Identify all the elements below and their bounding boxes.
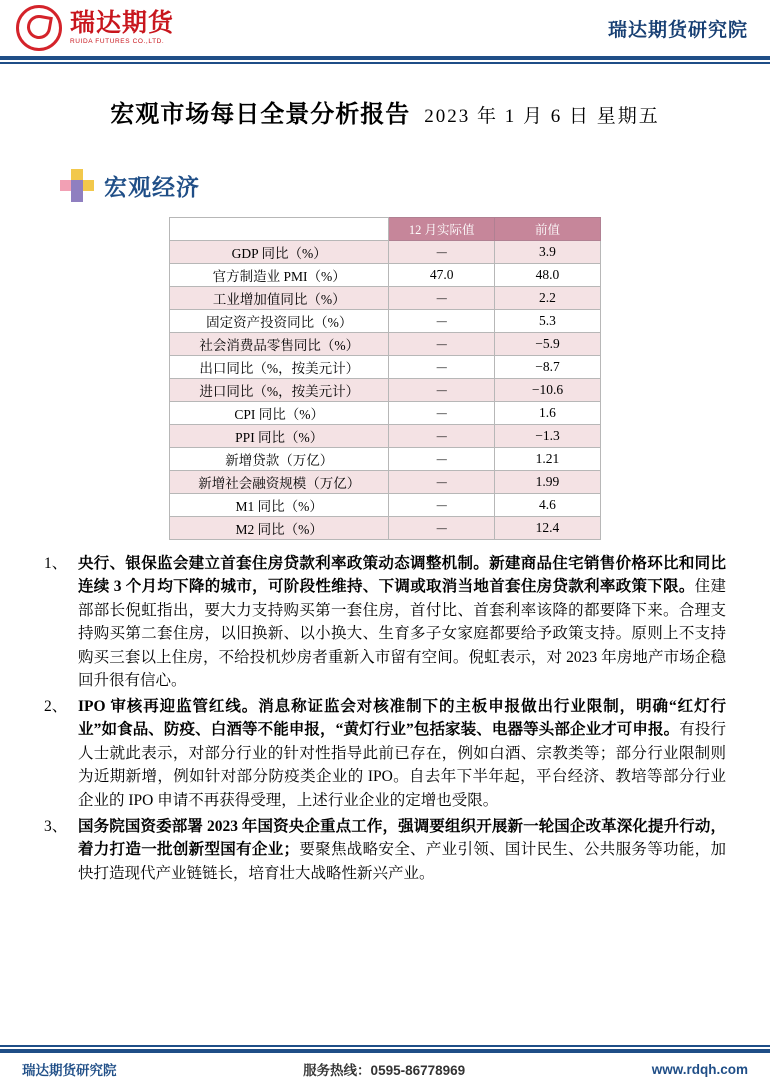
table-row bbox=[170, 447, 601, 470]
brand-text bbox=[70, 8, 175, 46]
page-title: 宏观市场每日全景分析报告 bbox=[110, 100, 411, 128]
item-bold-text: IPO 审核再迎监管红线。消息称证监会对核准制下的主板申报做出行业限制，明确“红灯行业”如食品、防疫、白酒等不能申报，“黄灯行业”包括家装、电器等头部企业才可申报。 bbox=[78, 697, 726, 739]
row-previous: −8.7 bbox=[494, 355, 600, 378]
ruida-circle-logo-icon bbox=[16, 5, 62, 51]
header-divider-thin bbox=[0, 62, 770, 64]
row-actual: － bbox=[389, 355, 494, 378]
table-body bbox=[170, 240, 601, 539]
item-text bbox=[78, 552, 726, 693]
footer-website[interactable]: www.rdqh.com bbox=[651, 1061, 748, 1077]
row-actual: － bbox=[389, 470, 494, 493]
header-divider-thick bbox=[0, 56, 770, 60]
table-row bbox=[170, 516, 601, 539]
table-row bbox=[170, 355, 601, 378]
item-bold-text: 央行、银保监会建立首套住房贷款利率政策动态调整机制。新建商品住宅销售价格环比和同比连续 3 个月均下降的城市，可阶段性维持、下调或取消当地首套住房贷款利率政策下限。 bbox=[78, 554, 726, 596]
row-label: 出口同比（%，按美元计） bbox=[170, 355, 389, 378]
brand-name-cn: 瑞达期货 bbox=[70, 8, 175, 37]
table-row bbox=[170, 378, 601, 401]
item-number: 2、 bbox=[44, 697, 68, 715]
row-label: 社会消费品零售同比（%） bbox=[170, 332, 389, 355]
row-previous: −1.3 bbox=[494, 424, 600, 447]
section-title: 宏观经济 bbox=[104, 174, 200, 200]
table-row bbox=[170, 240, 601, 263]
page-header bbox=[0, 0, 770, 56]
item-bold-text: 国务院国资委部署 2023 年国资央企重点工作，强调要组织开展新一轮国企改革深化提升行动，着力打造一批创新型国有企业； bbox=[78, 817, 726, 859]
row-actual: － bbox=[389, 424, 494, 447]
row-previous: 1.99 bbox=[494, 470, 600, 493]
row-label: 工业增加值同比（%） bbox=[170, 286, 389, 309]
table-row bbox=[170, 309, 601, 332]
footer-hotline: 服务热线：0595-86778969 bbox=[303, 1063, 466, 1078]
list-item bbox=[44, 695, 726, 813]
table-row bbox=[170, 470, 601, 493]
row-label: 新增社会融资规模（万亿） bbox=[170, 470, 389, 493]
color-blocks-icon bbox=[60, 169, 94, 203]
row-actual: － bbox=[389, 401, 494, 424]
row-previous: 1.21 bbox=[494, 447, 600, 470]
brand-logo bbox=[16, 5, 174, 51]
row-label: 进口同比（%，按美元计） bbox=[170, 378, 389, 401]
footer-divider-thin bbox=[0, 1045, 770, 1047]
table-header-blank bbox=[170, 217, 389, 240]
report-date: 2023 年 1 月 6 日 星期五 bbox=[424, 105, 660, 127]
row-actual: － bbox=[389, 332, 494, 355]
row-actual: － bbox=[389, 309, 494, 332]
row-actual: － bbox=[389, 447, 494, 470]
item-rest-text: 有投行人士就此表示，对部分行业的针对性指导此前已存在，例如白酒、宗教类等；部分行业限制则为近期新增，例如针对部分防疫类企业的 IPO。自去年下半年起，平台经济、教培等部分行业企业的 IPO 申请不再获得受理，上述行业企业的定增也受限。 bbox=[78, 721, 726, 809]
footer-content bbox=[0, 1053, 770, 1079]
title-row bbox=[0, 94, 770, 129]
row-label: M1 同比（%） bbox=[170, 493, 389, 516]
row-label: PPI 同比（%） bbox=[170, 424, 389, 447]
row-actual: － bbox=[389, 286, 494, 309]
table-row bbox=[170, 263, 601, 286]
row-actual: － bbox=[389, 378, 494, 401]
item-rest-text: 住建部部长倪虹指出，要大力支持购买第一套住房，首付比、首套利率该降的都要降下来。合理支持购买第二套住房，以旧换新、以小换大、生育多子女家庭都要给予政策支持。原则上不支持购买三套以上住房，不给投机炒房者重新入市留有空间。倪虹表示，对 2023 年房地产市场企稳回升很有信心。 bbox=[78, 578, 726, 690]
footer-institute: 瑞达期货研究院 bbox=[22, 1063, 117, 1078]
macro-table-wrapper bbox=[0, 217, 770, 540]
table-header-previous: 前值 bbox=[494, 217, 600, 240]
row-label: CPI 同比（%） bbox=[170, 401, 389, 424]
row-label: 固定资产投资同比（%） bbox=[170, 309, 389, 332]
macro-indicator-table bbox=[169, 217, 601, 540]
item-rest-text: 要聚焦战略安全、产业引领、国计民生、公共服务等功能，加快打造现代产业链链长，培育壮大战略性新兴产业。 bbox=[78, 841, 726, 882]
table-row bbox=[170, 493, 601, 516]
row-previous: 48.0 bbox=[494, 263, 600, 286]
table-row bbox=[170, 332, 601, 355]
row-previous: 1.6 bbox=[494, 401, 600, 424]
row-actual: － bbox=[389, 516, 494, 539]
row-actual: 47.0 bbox=[389, 263, 494, 286]
row-actual: － bbox=[389, 493, 494, 516]
row-previous: 12.4 bbox=[494, 516, 600, 539]
brand-name-en: RUIDA FUTURES CO.,LTD. bbox=[70, 37, 165, 45]
row-label: M2 同比（%） bbox=[170, 516, 389, 539]
table-header-actual: 12 月实际值 bbox=[389, 217, 494, 240]
header-institute-title: 瑞达期货研究院 bbox=[607, 19, 748, 41]
row-actual: － bbox=[389, 240, 494, 263]
page-footer bbox=[0, 1045, 770, 1089]
list-item bbox=[44, 552, 726, 693]
table-header-row bbox=[170, 217, 601, 240]
item-number: 1、 bbox=[44, 554, 68, 572]
item-text bbox=[78, 815, 726, 886]
list-item bbox=[44, 815, 726, 886]
news-items-list bbox=[44, 552, 726, 886]
item-text bbox=[78, 695, 726, 813]
row-previous: 5.3 bbox=[494, 309, 600, 332]
table-row bbox=[170, 286, 601, 309]
section-heading-macro bbox=[0, 169, 770, 203]
table-head bbox=[170, 217, 601, 240]
row-label: 官方制造业 PMI（%） bbox=[170, 263, 389, 286]
row-previous: 3.9 bbox=[494, 240, 600, 263]
item-number: 3、 bbox=[44, 817, 68, 835]
table-row bbox=[170, 424, 601, 447]
row-label: 新增贷款（万亿） bbox=[170, 447, 389, 470]
row-previous: −5.9 bbox=[494, 332, 600, 355]
row-previous: 2.2 bbox=[494, 286, 600, 309]
row-previous: −10.6 bbox=[494, 378, 600, 401]
row-previous: 4.6 bbox=[494, 493, 600, 516]
row-label: GDP 同比（%） bbox=[170, 240, 389, 263]
table-row bbox=[170, 401, 601, 424]
